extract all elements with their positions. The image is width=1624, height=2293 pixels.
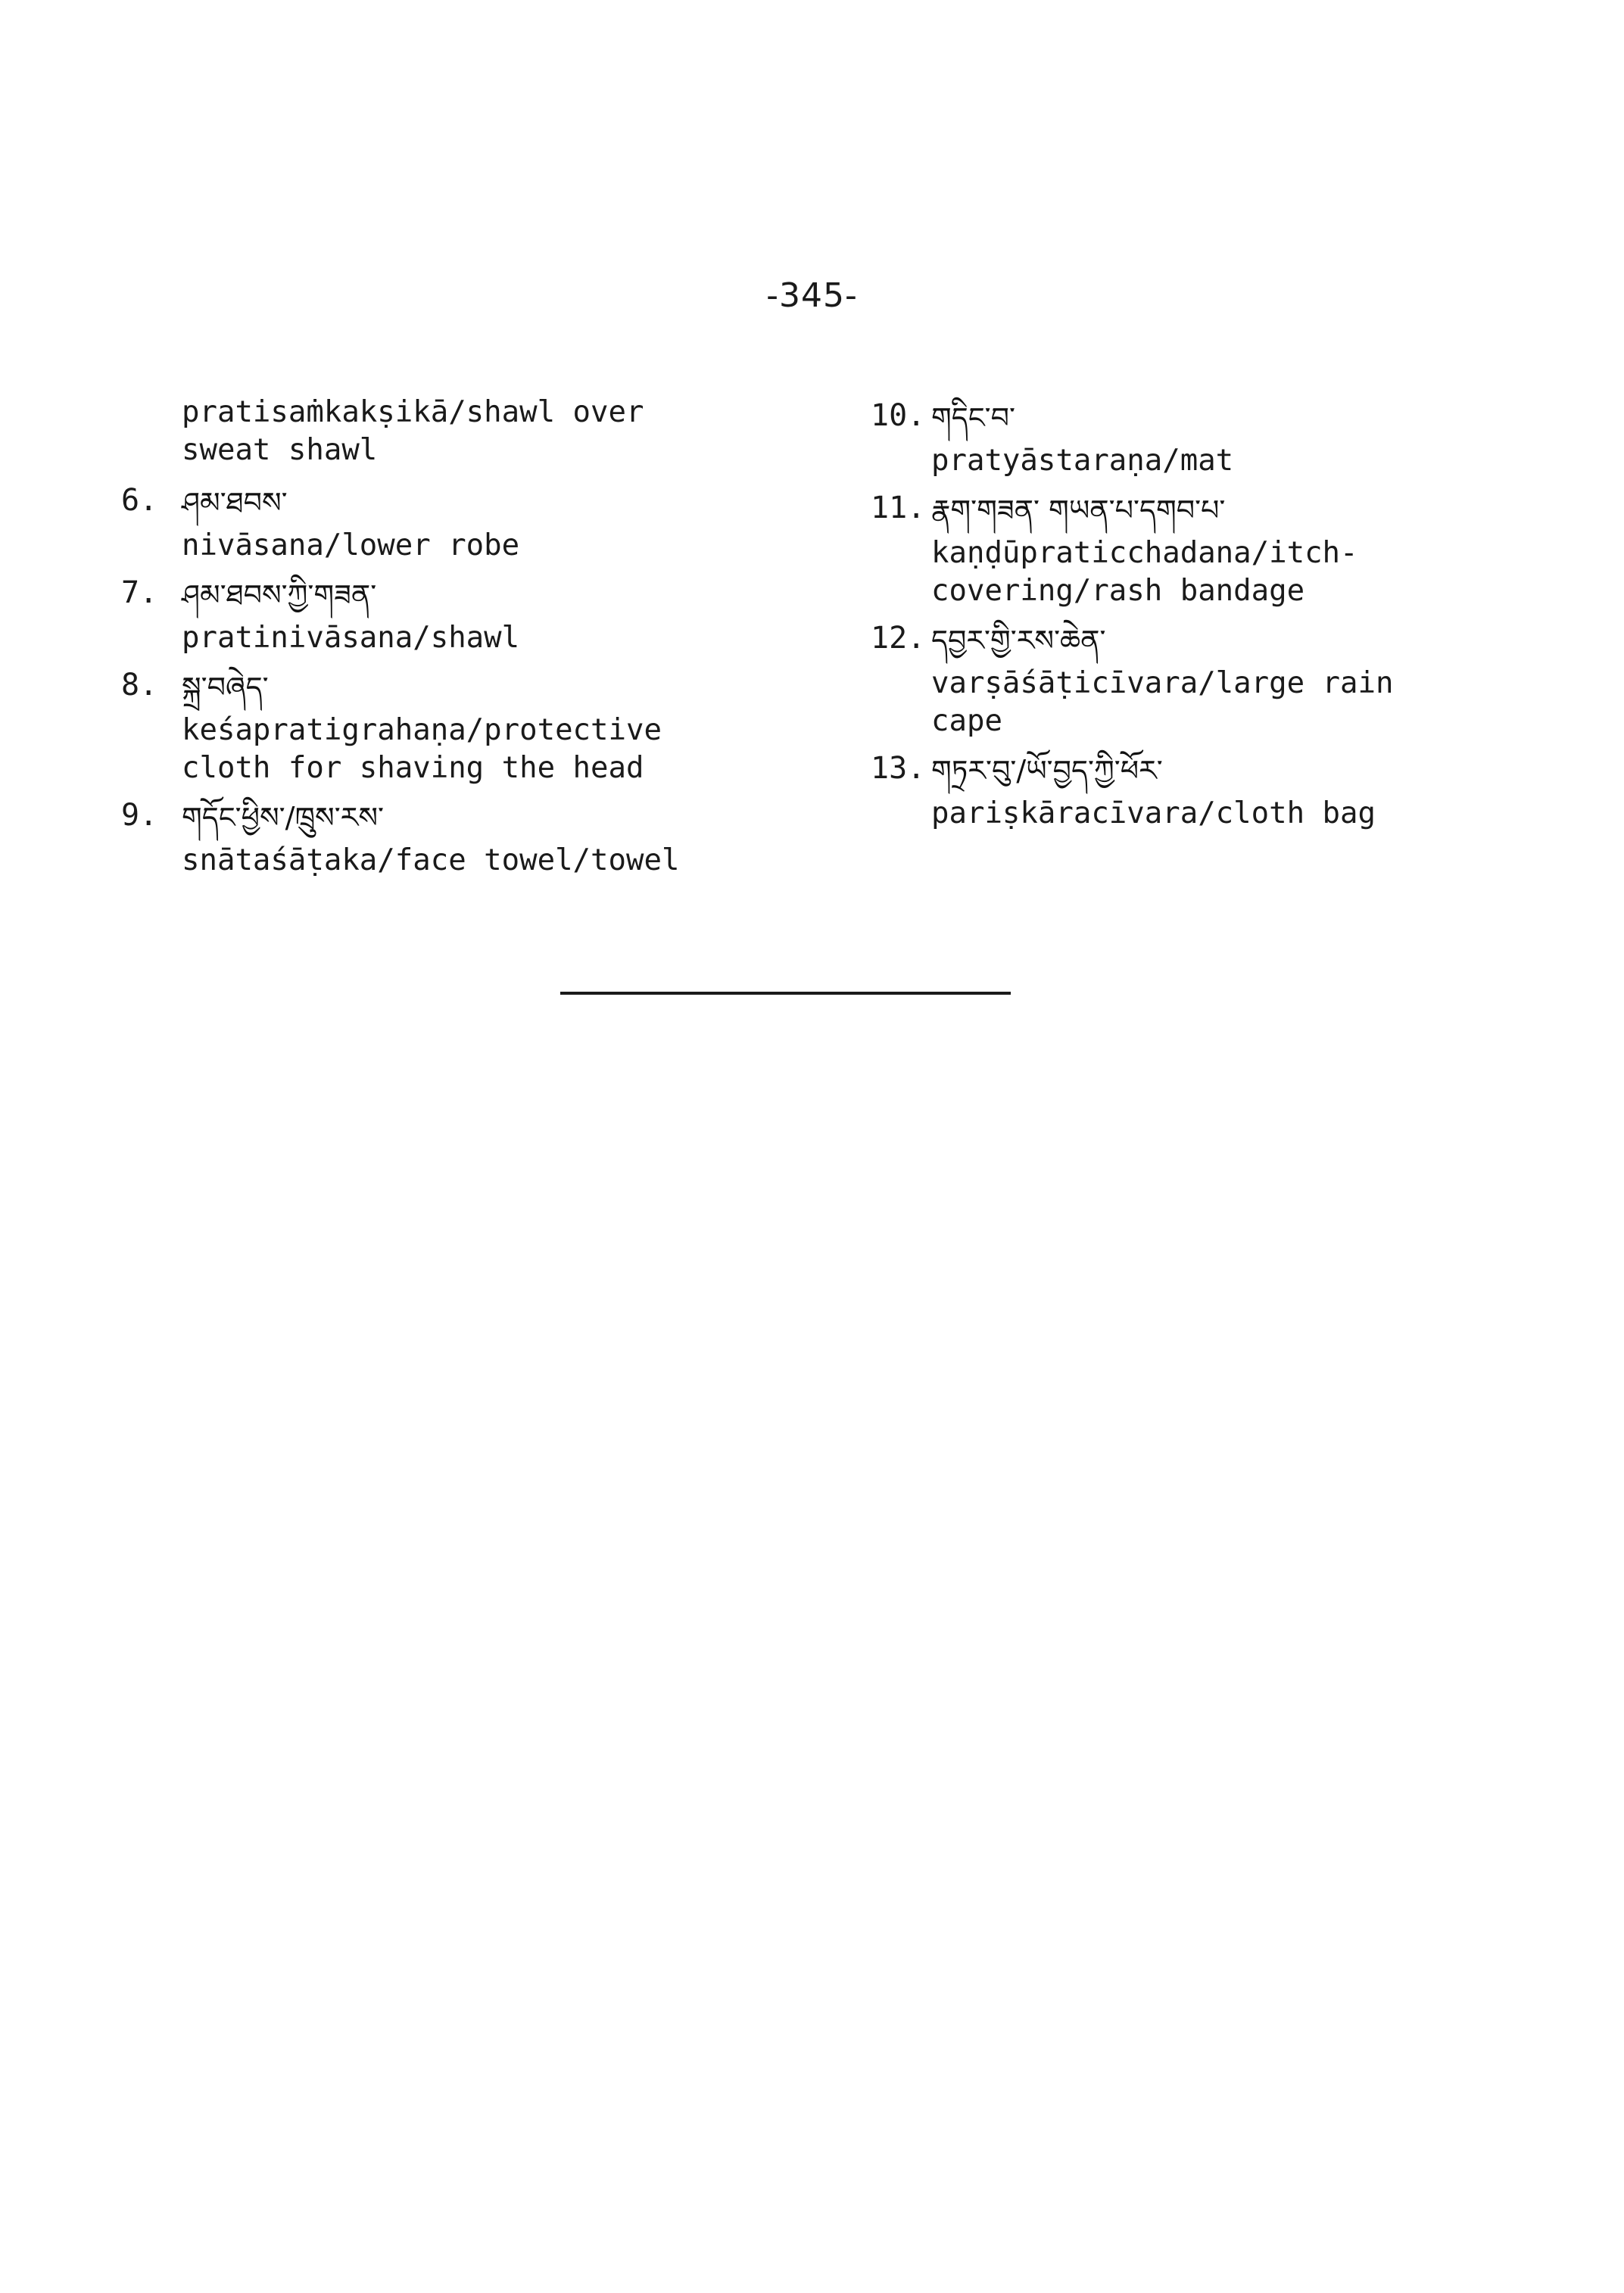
list-item: [121, 793, 803, 880]
entry-gloss: snātaśāṭaka/face towel/towel: [182, 843, 680, 877]
entry-number: 11.: [871, 491, 926, 525]
entry-tibetan: རྣག་གཟན་ གཡན་པ་དགབ་པ་: [931, 494, 1226, 527]
right-column: [871, 394, 1552, 839]
entry-number: 6.: [121, 483, 158, 518]
entry-tibetan: གཏྲར་བུ་/ཡོ་བྱད་ཀྱི་ཕོར་: [931, 754, 1163, 787]
page-number: -345-: [766, 276, 858, 315]
list-item: [871, 746, 1552, 833]
entry-gloss: pratyāstaraṇa/mat: [931, 444, 1234, 478]
entry-tibetan: ཤམ་ཐབས་ཀྱི་གཟན་: [182, 578, 377, 612]
list-item: [121, 663, 803, 787]
section-divider: [560, 992, 1011, 995]
entry-gloss: pratisaṁkakṣikā/shawl over sweat shawl: [182, 395, 644, 467]
entry-gloss: varṣāśāṭicīvara/large rain cape: [931, 666, 1394, 738]
list-item: [871, 616, 1552, 740]
entry-gloss: nivāsana/lower robe: [182, 528, 520, 562]
entry-tibetan: གདིང་བ་: [931, 401, 1015, 435]
list-item: [121, 394, 803, 469]
entry-number: 13.: [871, 751, 926, 786]
entry-number: 12.: [871, 621, 926, 656]
entry-gloss: pariṣkāracīvara/cloth bag: [931, 796, 1376, 830]
entry-tibetan: དབྱར་གྱི་རས་ཆེན་: [931, 624, 1106, 657]
entry-gloss: pratinivāsana/shawl: [182, 621, 520, 655]
entry-number: 8.: [121, 668, 158, 703]
entry-tibetan: སྐྲ་བཞེད་: [182, 671, 269, 704]
entry-tibetan: གདོང་ཕྱིས་/ཁྲུས་རས་: [182, 801, 384, 834]
left-column: [121, 394, 803, 886]
list-item: [121, 478, 803, 565]
entry-number: 10.: [871, 398, 926, 433]
list-item: [871, 486, 1552, 610]
entry-tibetan: ཤམ་ཐབས་: [182, 486, 288, 519]
entry-gloss: kaṇḍūpraticchadana/itch- covering/rash bandage: [931, 536, 1358, 608]
entry-gloss: keśapratigrahaṇa/protective cloth for shaving the head: [182, 713, 662, 785]
entry-number: 7.: [121, 575, 158, 610]
list-item: [121, 571, 803, 657]
list-item: [871, 394, 1552, 480]
entry-number: 9.: [121, 798, 158, 833]
